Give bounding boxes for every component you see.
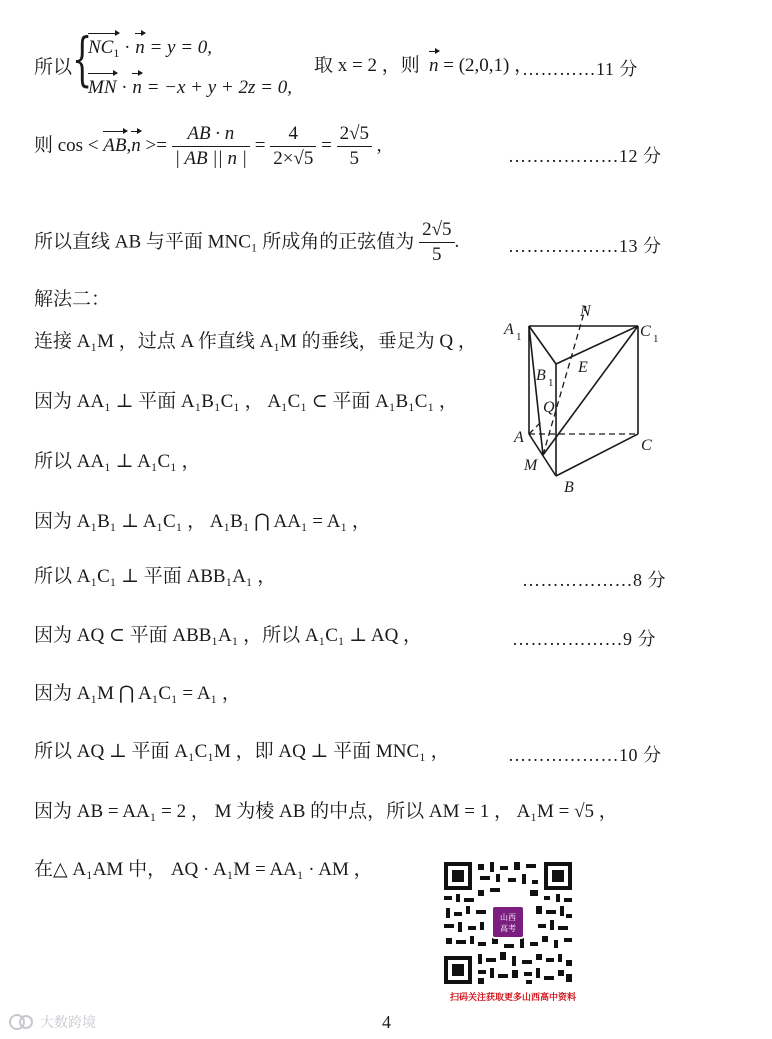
label-B1: B [536,367,546,384]
method2-line-4: 因为 A₁B₁ ⊥ A₁C₁ ， A₁B₁ ⋂ AA₁ = A₁ ， [34,511,371,532]
sine-line: 所以直线 AB 与平面 MNC₁ 所成角的正弦值为 $\frac{2√5}{5}$ . [34,219,460,265]
score-13: ………………13 分 [508,236,662,256]
cos-fraction-2 [270,122,316,171]
method2-line-3: 所以 AA₁ ⊥ A₁C₁ ， [34,451,201,472]
score-12: ………………12 分 [508,146,662,166]
label-M: M [524,457,538,474]
label-A1: A [504,321,514,338]
label-A: A [514,429,524,446]
vec-nc1: NC [88,37,114,58]
method2-line-1: 连接 A₁M ，过点 A 作直线 A₁M 的垂线，垂足为 Q ， [34,331,477,352]
system-line1-rhs: = y = 0, [149,37,213,58]
cos-fraction-1 [172,122,250,171]
n-value: = (2,0,1) ， [443,55,534,76]
n-vector: n = (2,0,1) ， [429,55,534,76]
qr-code[interactable] [442,860,574,986]
label-E: E [578,359,588,376]
frac2-den: 2×√5 [273,148,314,169]
cos-fraction-3 [337,122,372,171]
qr-pattern-icon [442,860,574,986]
sine-den: 5 [432,244,442,265]
prism-figure [500,296,670,500]
footer-logo-text: 大数跨境 [40,1015,96,1031]
frac3-den: 5 [349,148,360,169]
frac3-num: 2√5 [337,122,372,147]
label-C1: C [640,323,651,340]
label-C: C [641,437,652,454]
page-number: 4 [382,1012,391,1032]
footer-logo-icon [8,1013,34,1031]
label-Q: Q [543,399,555,416]
take-x-text: 取 x = 2 ，则 [314,55,420,76]
cos-prefix: 则 cos < [34,134,99,156]
method2-line-5: 所以 A₁C₁ ⊥ 平面 ABB₁A₁ ， [34,566,277,587]
system-prefix: 所以 [34,57,73,78]
qr-center-line1: 山西 [500,913,516,922]
score-11: …………11 分 [522,59,638,79]
frac1-num: AB · n [187,123,235,144]
method2-line-10: 在△ A₁AM 中， AQ · A₁M = AA₁ · AM ， [34,859,373,880]
svg-text:1: 1 [548,377,554,389]
sine-num: 2√5 [419,218,454,243]
method2-line-8: 所以 AQ ⊥ 平面 A₁C₁M ，即 AQ ⊥ 平面 MNC₁ ， [34,741,450,762]
sine-fraction [419,218,454,267]
vec-mn: MN [88,77,117,98]
qr-caption: 扫码关注获取更多山西高中资料 [450,993,577,1003]
footer-logo [8,1012,96,1032]
svg-text:1: 1 [653,333,659,345]
method2-line-9: 因为 AB = AA₁ = 2 ， M 为棱 AB 的中点，所以 AM = 1 ， A₁M = √5 ， [34,801,618,822]
frac2-num: 4 [270,122,316,147]
label-B: B [564,479,574,496]
qr-center-line2: 高考 [500,924,516,933]
sine-text: 所以直线 AB 与平面 MNC₁ 所成角的正弦值为 [34,231,415,253]
system-line-1: $NC_1 \cdot n = y = 0$, [88,36,212,65]
method2-heading: 解法二： [34,289,111,310]
svg-text:1: 1 [516,331,522,343]
method2-line-7: 因为 A₁M ⋂ A₁C₁ = A₁ ， [34,683,241,704]
score-9: ………………9 分 [512,629,656,649]
label-N: N [580,303,591,320]
cos-mid: >= [145,134,167,156]
method2-line-2: 因为 AA₁ ⊥ 平面 A₁B₁C₁ ， A₁C₁ ⊂ 平面 A₁B₁C₁ ， [34,391,458,412]
method2-line-6: 因为 AQ ⊂ 平面 ABB₁A₁ ，所以 A₁C₁ ⊥ AQ ， [34,625,423,646]
system-line-2: MN · n = −x + y + 2z = 0, [88,77,292,98]
score-8: ………………8 分 [522,570,666,590]
frac1-den: | AB || n | [174,148,247,169]
system-line2-rhs: = −x + y + 2z = 0, [146,77,292,98]
system-brace: { [72,25,93,93]
score-10: ………………10 分 [508,745,662,765]
cos-equation: 则 cos < AB,n >= $\frac{AB \cdot n}{| AB || n |}$ = $\frac{4}{2\times√5}$ = $\frac{2√5}{5}$ , [34,123,382,169]
